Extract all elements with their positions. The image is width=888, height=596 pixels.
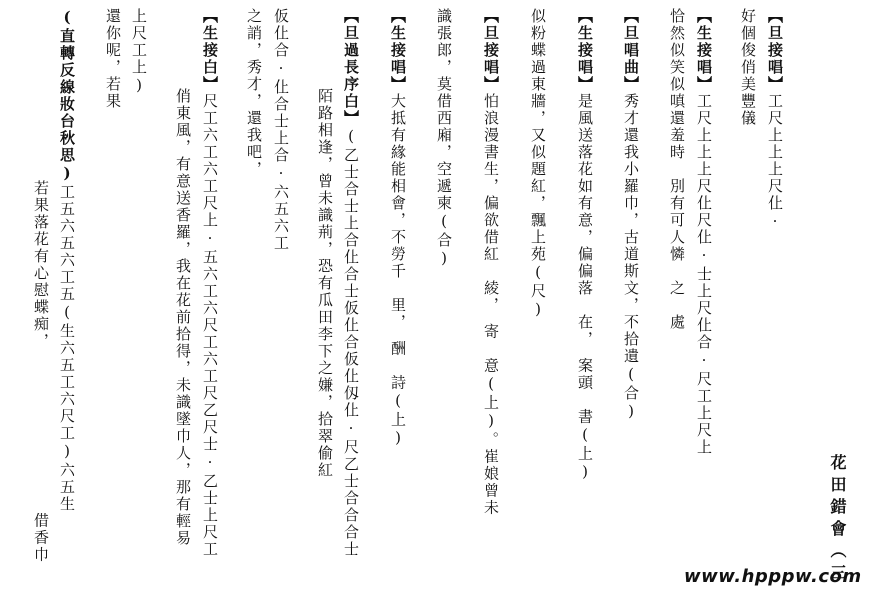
role-label: 【旦過長序白】 <box>342 8 360 127</box>
role-label: 【旦接唱】 <box>766 8 784 93</box>
column-text: 秀才還我小羅巾，古道斯文，不拾遺(合) <box>622 93 640 422</box>
text-column-18 <box>102 8 124 110</box>
column-text: 仮仩合·仩合士上合·六五六工 <box>272 8 290 252</box>
column-text: 還你呢，若果 <box>104 8 122 110</box>
text-column-14 <box>243 8 265 178</box>
text-column-2 <box>737 8 759 127</box>
column-text: 怕浪漫書生，偏欲借紅 綾， 寄 意(上)。崔娘曾未 <box>482 93 500 517</box>
column-text: 陌路相逢，曾未識荊，恐有瓜田李下之嫌，拾翠偷紅 <box>316 88 334 479</box>
role-label: 【旦接唱】 <box>482 8 500 93</box>
text-column-17 <box>128 8 150 96</box>
column-text: 若果落花有心慰蝶痴， 借香巾 <box>32 180 50 564</box>
column-text: 之誚，秀才，還我吧， <box>245 8 263 178</box>
text-column-11 <box>340 8 362 558</box>
role-label: 【生接白】 <box>201 8 219 93</box>
column-text: 是風送落花如有意，偏偏落 在， 案頭 書(上) <box>576 93 594 483</box>
page-title: 花田錯會（三 <box>828 454 847 586</box>
text-column-19 <box>56 8 78 513</box>
column-text: 識張郎，莫借西廂，空遞柬(合) <box>435 8 453 269</box>
text-column-4 <box>666 8 688 331</box>
column-text: 似粉蝶過東牆，又似題紅，飄上苑(尺) <box>529 8 547 320</box>
text-column-1 <box>764 8 786 232</box>
site-watermark: www.hpppw.com <box>684 566 862 587</box>
column-text: 尺工六工六工尺上·五六工六尺工六工尺乙尺士·乙士上尺工 <box>201 93 219 558</box>
text-column-13 <box>270 8 292 252</box>
column-text: 上尺工上) <box>130 8 148 96</box>
text-column-15 <box>199 8 221 558</box>
text-column-10 <box>387 8 409 449</box>
column-text: (乙士合士上合仩合士仮仩合仮仩仭仩·尺乙士合合合士 <box>342 127 360 558</box>
text-column-16 <box>172 88 194 547</box>
text-column-8 <box>480 8 502 517</box>
role-label: 【生接唱】 <box>695 8 713 93</box>
column-text: 恰然似笑似嗔還羞時 別有可人憐 之 處 <box>668 8 686 331</box>
column-text: 工尺上上上尺仩尺仩·士上尺仩合·尺工上尺上 <box>695 93 713 456</box>
text-column-5 <box>620 8 642 422</box>
role-label: 【生接唱】 <box>389 8 407 93</box>
column-text: 工尺上上上尺仩· <box>766 93 784 232</box>
role-label: (直轉反線妝台秋思) <box>58 8 76 184</box>
column-text: 好個俊俏美豐儀 <box>739 8 757 127</box>
role-label: 【旦唱曲】 <box>622 8 640 93</box>
column-text: 俏東風，有意送香羅，我在花前拾得，未識墜巾人，那有輕易 <box>174 88 192 547</box>
text-column-9 <box>433 8 455 269</box>
text-column-12 <box>314 88 336 479</box>
text-column-6 <box>574 8 596 483</box>
text-column-3 <box>693 8 715 456</box>
column-text: 大抵有緣能相會，不勞千 里， 酬 詩(上) <box>389 93 407 449</box>
column-text: 工五六五六工五(生六五工六尺工)六五生 <box>58 184 76 513</box>
text-column-7 <box>527 8 549 320</box>
text-column-20 <box>30 180 52 564</box>
role-label: 【生接唱】 <box>576 8 594 93</box>
